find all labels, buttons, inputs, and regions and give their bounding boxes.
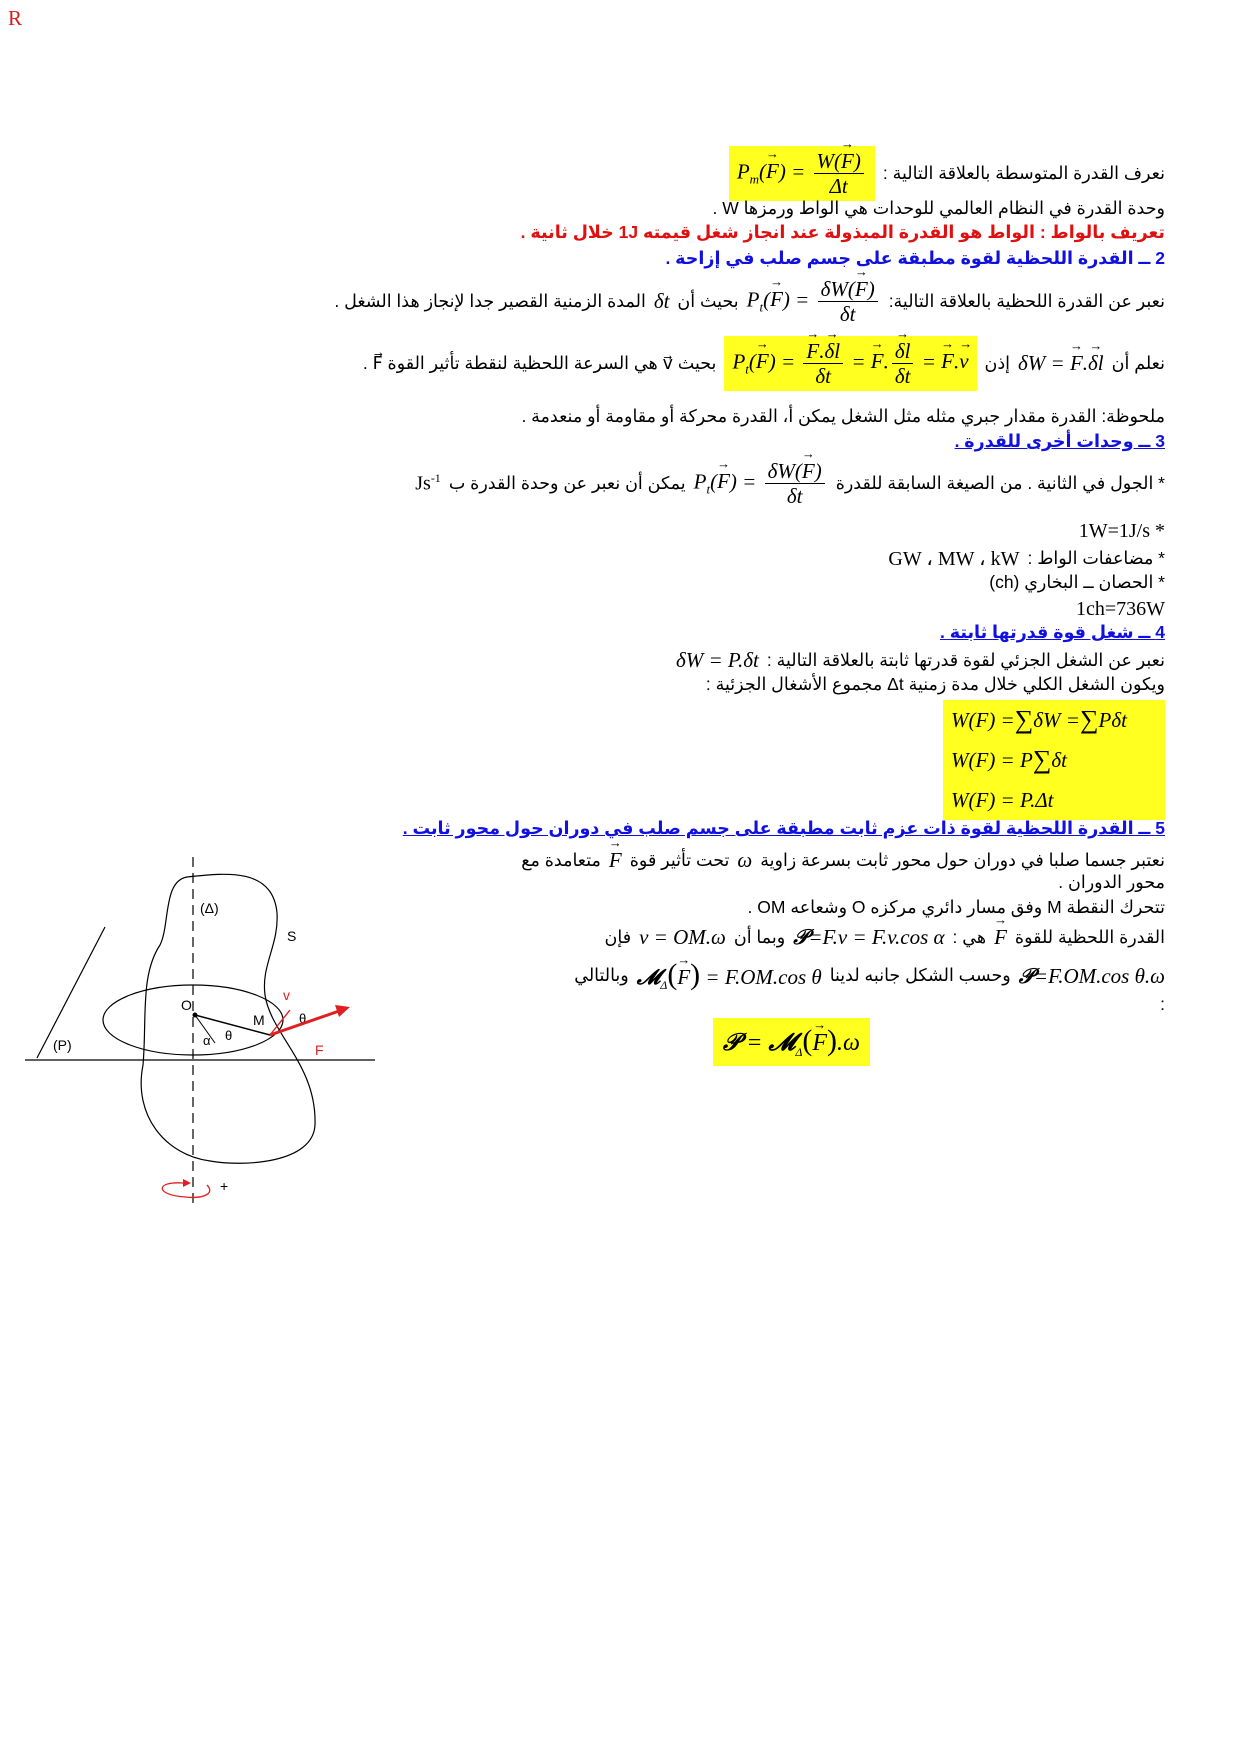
inst-power-line [334, 278, 1165, 325]
rotation-text-a: نعتبر جسما صلبا في دوران حول محور ثابت بسرعة زاوية [760, 850, 1165, 870]
total-work-formula-3: W(F) = P.Δt [951, 787, 1054, 812]
inst-power-formula: $P_t(\to F)$ = $\frac{\delta W(\to F)}{\delta t}$ [747, 278, 881, 325]
rotation-figure [15, 845, 395, 1215]
moment-text-a: وحسب الشكل جانبه لدينا [829, 965, 1011, 986]
where-v-text: بحيث v⃗ هي السرعة اللحظية لنقطة تأثير القوة F⃗ . [362, 353, 717, 374]
inst-force-text-d: فإن [604, 926, 632, 947]
know-that-text: نعلم أن [1111, 353, 1165, 374]
omega-symbol: ω [737, 848, 753, 872]
inst-power-end: المدة الزمنية القصير جدا لإنجاز هذا الشغل . [334, 291, 646, 312]
partial-work-formula: δW = P.δt [675, 648, 759, 672]
watt-definition: تعريف بالواط : الواط هو القدرة المبذولة عند انجاز شغل قيمته 1J خلال ثانية . [520, 222, 1165, 242]
positive-sense-label: + [220, 1178, 229, 1194]
joule-text-b: يمكن أن نعبر عن وحدة القدرة ب [448, 473, 686, 494]
point-m-line: تتحرك النقطة M وفق مسار دائري مركزه O وشعاعه OM . [747, 897, 1165, 917]
force-arrowhead [335, 1005, 350, 1017]
center-label: O [181, 997, 192, 1013]
avg-power-line [729, 146, 1165, 201]
force-label: F [315, 1042, 324, 1058]
moment-line [574, 958, 1165, 993]
inst-force-line [605, 924, 1165, 950]
p-fom-formula: 𝒫=F.OM.cos θ.ω [1018, 962, 1165, 988]
p-fv-formula: 𝒫=F.v = F.v.cos α [793, 924, 945, 949]
rotation-text-c: متعامدة مع [521, 850, 601, 870]
colon-line: : [1160, 994, 1165, 1014]
page-corner-mark: R [8, 6, 23, 30]
power-formula-repeat: $P_t(\to F)$ = $\frac{\delta W(\to F)}{\delta t}$ [694, 460, 828, 507]
delta-t-symbol: δt [653, 289, 670, 314]
si-unit-line: وحدة القدرة في النظام العالمي للوحدات هي الواط ورمزها W . [712, 198, 1165, 218]
rotation-text-b: تحت تأثير قوة [629, 850, 730, 870]
axis-label: (Δ) [200, 900, 219, 916]
joule-unit: $Js^{-1}$ [415, 471, 441, 495]
partial-work-line [676, 648, 1165, 673]
w-equals-js: 1W=1J/s * [1078, 520, 1165, 542]
ch-equals: 1ch=736W [1075, 598, 1165, 620]
center-o [193, 1013, 198, 1018]
joule-per-second-line [415, 460, 1165, 507]
inst-power-intro: نعبر عن القدرة اللحظية بالعلاقة التالية: [888, 291, 1165, 312]
remark-line: ملحوظة: القدرة مقدار جبري مثله مثل الشغل يمكن أ، القدرة محركة أو مقاومة أو منعدمة . [521, 406, 1165, 426]
heading-section-4: 4 ــ شغل قوة قدرتها ثابتة . [939, 622, 1165, 642]
heading-section-2: 2 ــ القدرة اللحظية لقوة مطبقة على جسم صلب في إزاحة . [665, 248, 1165, 268]
inst-power-where: بحيث أن [677, 291, 739, 312]
solid-outline [141, 874, 315, 1163]
power-velocity-formula: $P_t(\to F)$ = → $\frac{F.\to \delta l}{\delta t}$ = → F. → $\frac{\delta l}{\delta t}$ = → F.→ v [724, 336, 976, 391]
rotation-line-1 [521, 848, 1165, 873]
power-velocity-line [363, 336, 1165, 391]
then-text: إذن [984, 353, 1011, 374]
theta-label-inner: θ [225, 1028, 233, 1043]
theta-label: θ [299, 1011, 307, 1026]
joule-text-a: * الجول في الثانية . من الصيغة السابقة للقدرة [835, 473, 1165, 494]
dw-equals-f-dl: δW = → F.→ δl [1018, 351, 1104, 376]
avg-power-formula: $P_m(\to F)$ = $\frac{W(\to F)}{\Delta t}$ [729, 146, 875, 201]
rotation-line-2: محور الدوران . [1058, 872, 1165, 892]
total-work-formula-2: W(F) = P ∑ δt [951, 745, 1067, 774]
moment-formula: 𝓜$_\Delta$(→ F) = F.OM.cos θ [637, 958, 822, 993]
heading-section-3: 3 ــ وحدات أخرى للقدرة . [954, 431, 1165, 451]
v-om-formula: v = OM.ω [639, 924, 726, 949]
multiples-label: * مضاعفات الواط : [1027, 548, 1165, 568]
total-work-formula-1: W(F) = ∑ δW = ∑ Pδt [951, 705, 1127, 734]
heading-section-5: 5 ــ القدرة اللحظية لقوة ذات عزم ثابت مطبقة على جسم صلب في دوران حول محور ثابت . [402, 818, 1165, 838]
horsepower-line: * الحصان ــ البخاري (ch) [989, 572, 1165, 592]
final-power-formula: 𝒫 = 𝓜$_\Delta$(→ F).ω [713, 1018, 870, 1066]
inst-force-symbol: → F [994, 925, 1007, 950]
rotation-arrowhead [183, 1179, 191, 1187]
inst-force-text-a: القدرة اللحظية للقوة [1014, 926, 1165, 947]
solid-label: S [287, 928, 297, 944]
total-work-formulas [943, 700, 1165, 820]
point-m-label: M [253, 1012, 265, 1028]
plane-label: (P) [53, 1037, 72, 1053]
partial-work-text: نعبر عن الشغل الجزئي لقوة قدرتها ثابتة بالعلاقة التالية : [766, 650, 1165, 670]
moment-text-b: وبالتالي [574, 965, 629, 986]
alpha-label: α [203, 1033, 211, 1048]
multiples-values: GW ، MW ، kW [888, 548, 1020, 570]
inst-force-text-b: هي : [952, 926, 987, 947]
total-work-line: ويكون الشغل الكلي خلال مدة زمنية Δt مجموع الأشغال الجزئية : [705, 674, 1165, 694]
avg-power-text: نعرف القدرة المتوسطة بالعلاقة التالية : [882, 163, 1165, 184]
inst-force-text-c: وبما أن [733, 926, 786, 947]
force-symbol: → F [609, 848, 622, 873]
multiples-line [888, 546, 1165, 571]
velocity-label: v [283, 987, 290, 1003]
